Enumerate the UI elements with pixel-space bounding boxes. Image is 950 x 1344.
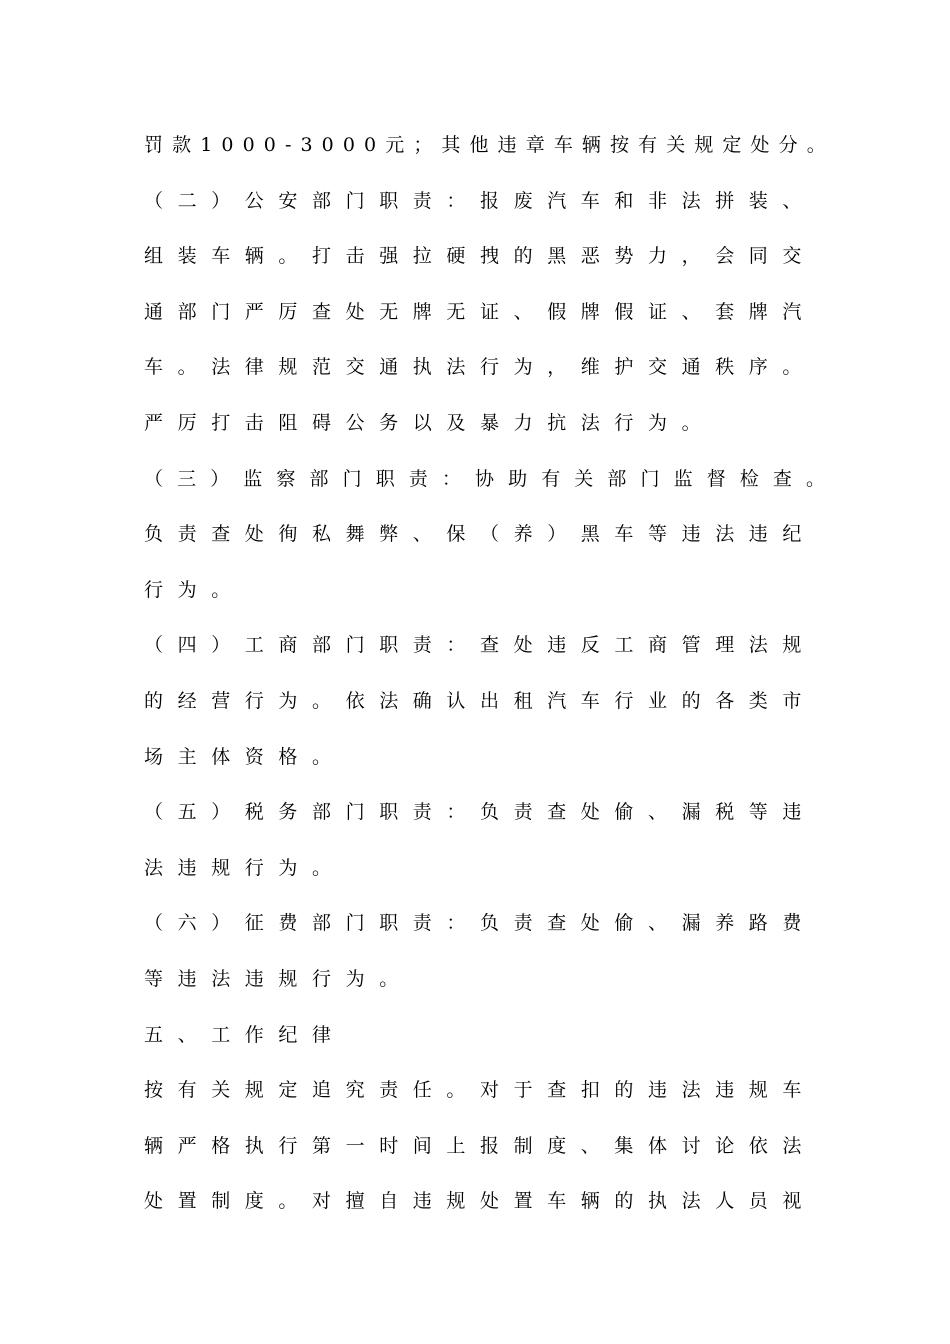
text-line-6: 严厉打击阻碍公务以及暴力抗法行为。 — [144, 411, 716, 434]
text-line-1: 罚款1000-3000元；其他违章车辆按有关规定处分。 — [144, 134, 835, 156]
text-line-2: （二）公安部门职责：报废汽车和非法拼装、 — [144, 189, 817, 212]
text-line-20: 处置制度。对擅自违规处置车辆的执法人员视 — [144, 1190, 817, 1213]
text-line-18: 按有关规定追究责任。对于查扣的违法违规车 — [144, 1079, 817, 1102]
text-line-16: 等违法违规行为。 — [144, 967, 413, 990]
document-body — [144, 125, 844, 1237]
text-line-3: 组装车辆。打击强拉硬拽的黑恶势力，会同交 — [144, 245, 817, 268]
text-line-15: （六）征费部门职责：负责查处偷、漏养路费 — [144, 912, 817, 935]
text-line-5: 车。法律规范交通执法行为，维护交通秩序。 — [144, 356, 817, 379]
text-line-14: 法违规行为。 — [144, 856, 346, 879]
text-line-9: 行为。 — [144, 578, 245, 601]
text-line-13: （五）税务部门职责：负责查处偷、漏税等违 — [144, 801, 817, 824]
text-line-19: 辆严格执行第一时间上报制度、集体讨论依法 — [144, 1134, 817, 1157]
text-line-12: 场主体资格。 — [144, 745, 346, 768]
text-line-7: （三）监察部门职责：协助有关部门监督检查。 — [144, 467, 840, 490]
text-line-11: 的经营行为。依法确认出租汽车行业的各类市 — [144, 689, 817, 712]
text-line-4: 通部门严厉查处无牌无证、假牌假证、套牌汽 — [144, 300, 817, 323]
text-line-10: （四）工商部门职责：查处违反工商管理法规 — [144, 634, 817, 657]
section-heading: 五、工作纪律 — [144, 1023, 346, 1046]
text-line-8: 负责查处徇私舞弊、保（养）黑车等违法违纪 — [144, 523, 817, 546]
